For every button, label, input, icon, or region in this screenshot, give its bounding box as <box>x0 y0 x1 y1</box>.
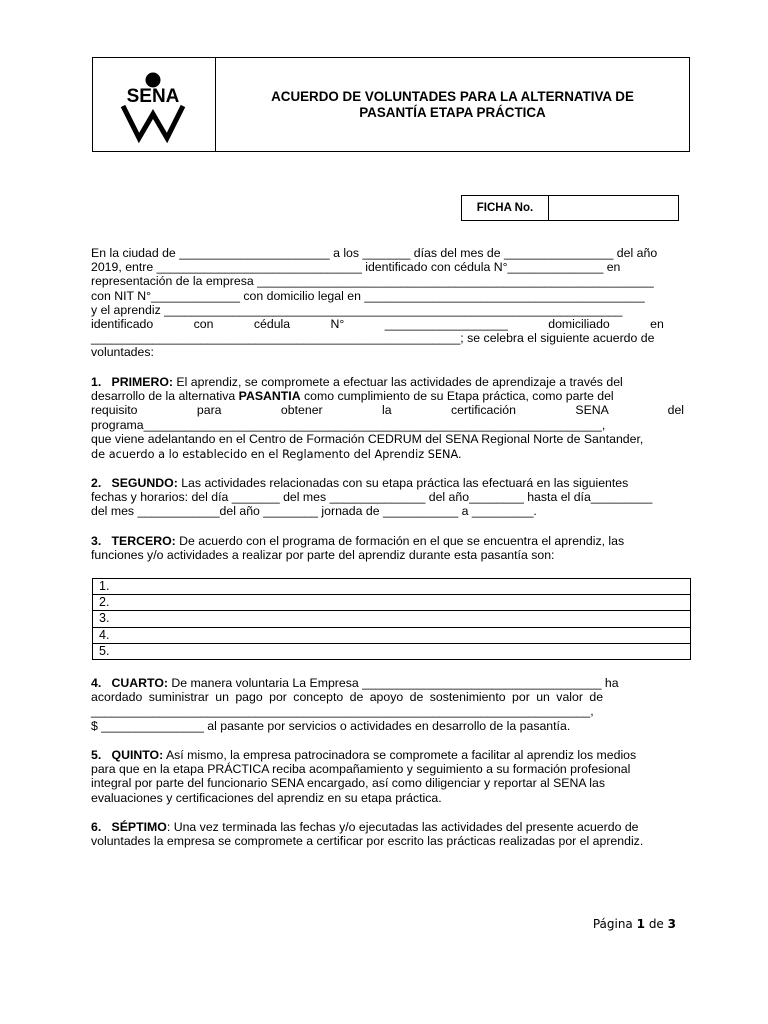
activity-row[interactable]: 5. <box>99 643 110 658</box>
clause-cuarto: 4. CUARTO: De manera voluntaria La Empresa ___________________________________ ha acordado suministrar un pago por concepto de apoyo de sostenimiento por un valor de _________________________________________________________________________, $ _______________ al pasante por servicios o actividades en desarrollo de la pasantía. <box>91 676 619 733</box>
logo-text: SENA <box>126 86 180 107</box>
intro-paragraph: En la ciudad de ______________________ a los _______ días del mes de ________________ del año 2019, entre ______________________________ identificado con cédula N°______________ en representación de la empresa __________________________________________________________ con NIT N°_____________ con domicilio legal en _________________________________________ y el aprendiz ___________________________________________________________________ identificado con cédula N° __________________ domiciliado en ______________________________________________________; se celebra el siguiente acuerdo de voluntades: <box>91 246 664 360</box>
clause-quinto: 5. QUINTO: Así mismo, la empresa patrocinadora se compromete a facilitar al aprendiz los medios para que en la etapa PRÁCTICA reciba acompañamiento y seguimiento a su formación profesional integral por parte del funcionario SENA encargado, así como diligenciar y reportar al SENA las evaluaciones y certificaciones del aprendiz en su etapa práctica. <box>91 748 637 805</box>
sena-logo-icon <box>93 58 215 151</box>
clause-primero: 1. PRIMERO: El aprendiz, se compromete a efectuar las actividades de aprendizaje a través del desarrollo de la alternativa PASANTIA como cumplimiento de su Etapa práctica, como parte del requisito para obtener la certificación SENA del programa___________________________________________________________________, que viene adelantando en el Centro de Formación CEDRUM del SENA Regional Norte de Santander, de acuerdo a lo establecido en el Reglamento del Aprendiz SENA. <box>91 375 685 462</box>
ficha-input[interactable] <box>549 196 678 220</box>
title-cell <box>216 58 689 151</box>
clause-septimo: 6. SÉPTIMO: Una vez terminada las fechas y/o ejecutadas las actividades del presente acuerdo de voluntades la empresa se compromete a certificar por escrito las prácticas realizadas por el aprendiz. <box>91 820 644 849</box>
document-header <box>92 57 690 152</box>
clause-segundo: 2. SEGUNDO: Las actividades relacionadas con su etapa práctica las efectuará en las siguientes fechas y horarios: del día _______ del mes ______________ del año________ hasta el día_________ del mes ____________del año ________ jornada de ___________ a _________. <box>91 476 653 519</box>
document-title: ACUERDO DE VOLUNTADES PARA LA ALTERNATIVA DE PASANTÍA ETAPA PRÁCTICA <box>271 88 634 120</box>
ficha-field <box>461 195 679 221</box>
activity-row[interactable]: 2. <box>93 595 690 611</box>
activity-row[interactable]: 3. <box>93 611 690 627</box>
page-number: Página 1 de 3 <box>592 917 676 931</box>
activity-row[interactable]: 4. <box>93 628 690 644</box>
ficha-label: FICHA No. <box>462 196 549 220</box>
activity-row[interactable]: 1. <box>93 579 690 595</box>
clause-tercero: 3. TERCERO: De acuerdo con el programa de formación en el que se encuentra el aprendiz, las funciones y/o actividades a realizar por parte del aprendiz durante esta pasantía son: <box>91 534 625 563</box>
activities-table <box>92 578 691 660</box>
logo-cell <box>93 58 216 151</box>
